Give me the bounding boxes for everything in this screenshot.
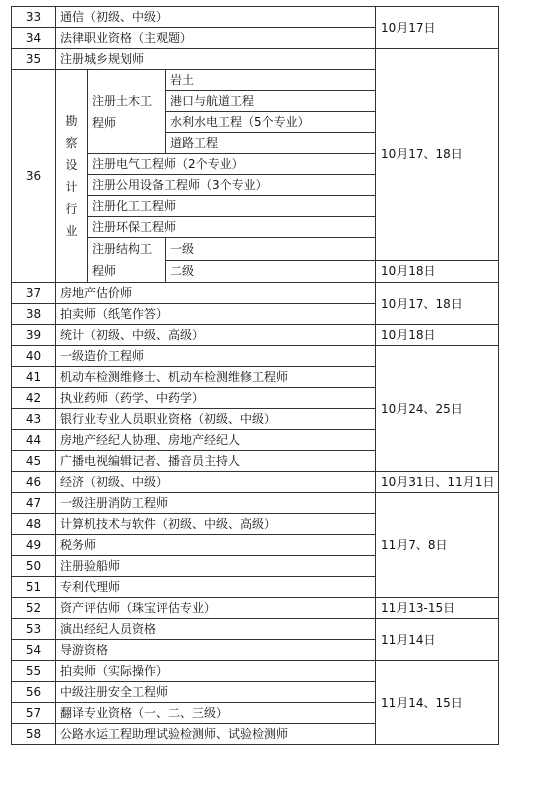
exam-name: 一级注册消防工程师 [56,493,376,514]
exam-name: 资产评估师（珠宝评估专业） [56,598,376,619]
table-row [12,598,499,619]
table-row [12,493,499,514]
exam-date: 11月7、8日 [376,493,499,598]
table-row [12,325,499,346]
row-number: 47 [12,493,56,514]
structural-engineer-label: 注册结构工程师 [88,238,166,283]
exam-date: 10月24、25日 [376,346,499,472]
row-number: 40 [12,346,56,367]
exam-name: 广播电视编辑记者、播音员主持人 [56,451,376,472]
row-number: 50 [12,556,56,577]
row-number: 45 [12,451,56,472]
row-number: 38 [12,304,56,325]
table-row [12,346,499,367]
row-number: 34 [12,28,56,49]
exam-date: 10月31日、11月1日 [376,472,499,493]
exam-date: 10月17、18日 [376,49,499,261]
exam-date: 10月18日 [376,325,499,346]
table-row [12,661,499,682]
exam-name: 经济（初级、中级） [56,472,376,493]
exam-date: 10月18日 [376,260,499,283]
row-number: 37 [12,283,56,304]
exam-date: 11月14、15日 [376,661,499,745]
row-number: 53 [12,619,56,640]
exam-name: 注册环保工程师 [88,217,376,238]
row-number: 42 [12,388,56,409]
row-number: 48 [12,514,56,535]
exam-date: 10月17、18日 [376,283,499,325]
row-number: 43 [12,409,56,430]
exam-date: 11月13-15日 [376,598,499,619]
exam-schedule-table [11,6,499,745]
exam-name: 导游资格 [56,640,376,661]
exam-subcategory: 岩土 [166,70,376,91]
civil-engineer-label: 注册土木工程师 [88,70,166,154]
exam-name: 房地产经纪人协理、房地产经纪人 [56,430,376,451]
exam-name: 注册公用设备工程师（3个专业） [88,175,376,196]
exam-date: 11月14日 [376,619,499,661]
row-number: 36 [12,70,56,283]
exam-name: 公路水运工程助理试验检测师、试验检测师 [56,724,376,745]
exam-name: 注册城乡规划师 [56,49,376,70]
exam-name: 执业药师（药学、中药学） [56,388,376,409]
row-number: 41 [12,367,56,388]
row-number: 57 [12,703,56,724]
exam-name: 统计（初级、中级、高级） [56,325,376,346]
exam-name: 计算机技术与软件（初级、中级、高级） [56,514,376,535]
exam-name: 一级造价工程师 [56,346,376,367]
exam-name: 演出经纪人员资格 [56,619,376,640]
row-number: 51 [12,577,56,598]
row-number: 52 [12,598,56,619]
exam-schedule [11,6,499,745]
table-row [12,49,499,70]
exam-name: 注册验船师 [56,556,376,577]
survey-design-group-label: 勘 察 设 计 行 业 [56,70,88,283]
exam-date: 10月17日 [376,7,499,49]
row-number: 55 [12,661,56,682]
table-row [12,7,499,28]
row-number: 56 [12,682,56,703]
exam-subcategory: 道路工程 [166,133,376,154]
exam-name: 中级注册安全工程师 [56,682,376,703]
exam-subcategory: 二级 [166,260,376,283]
exam-name: 税务师 [56,535,376,556]
exam-name: 银行业专业人员职业资格（初级、中级） [56,409,376,430]
exam-name: 法律职业资格（主观题） [56,28,376,49]
exam-name: 注册电气工程师（2个专业） [88,154,376,175]
row-number: 44 [12,430,56,451]
row-number: 39 [12,325,56,346]
row-number: 58 [12,724,56,745]
table-row [12,472,499,493]
row-number: 33 [12,7,56,28]
row-number: 49 [12,535,56,556]
exam-name: 通信（初级、中级） [56,7,376,28]
exam-subcategory: 港口与航道工程 [166,91,376,112]
row-number: 35 [12,49,56,70]
exam-subcategory: 水利水电工程（5个专业） [166,112,376,133]
table-row [12,283,499,304]
exam-name: 注册化工工程师 [88,196,376,217]
row-number: 46 [12,472,56,493]
exam-name: 翻译专业资格（一、二、三级） [56,703,376,724]
exam-name: 专利代理师 [56,577,376,598]
exam-name: 拍卖师（纸笔作答） [56,304,376,325]
row-number: 54 [12,640,56,661]
table-row [12,619,499,640]
exam-name: 拍卖师（实际操作） [56,661,376,682]
exam-name: 房地产估价师 [56,283,376,304]
exam-name: 机动车检测维修士、机动车检测维修工程师 [56,367,376,388]
exam-subcategory: 一级 [166,238,376,261]
